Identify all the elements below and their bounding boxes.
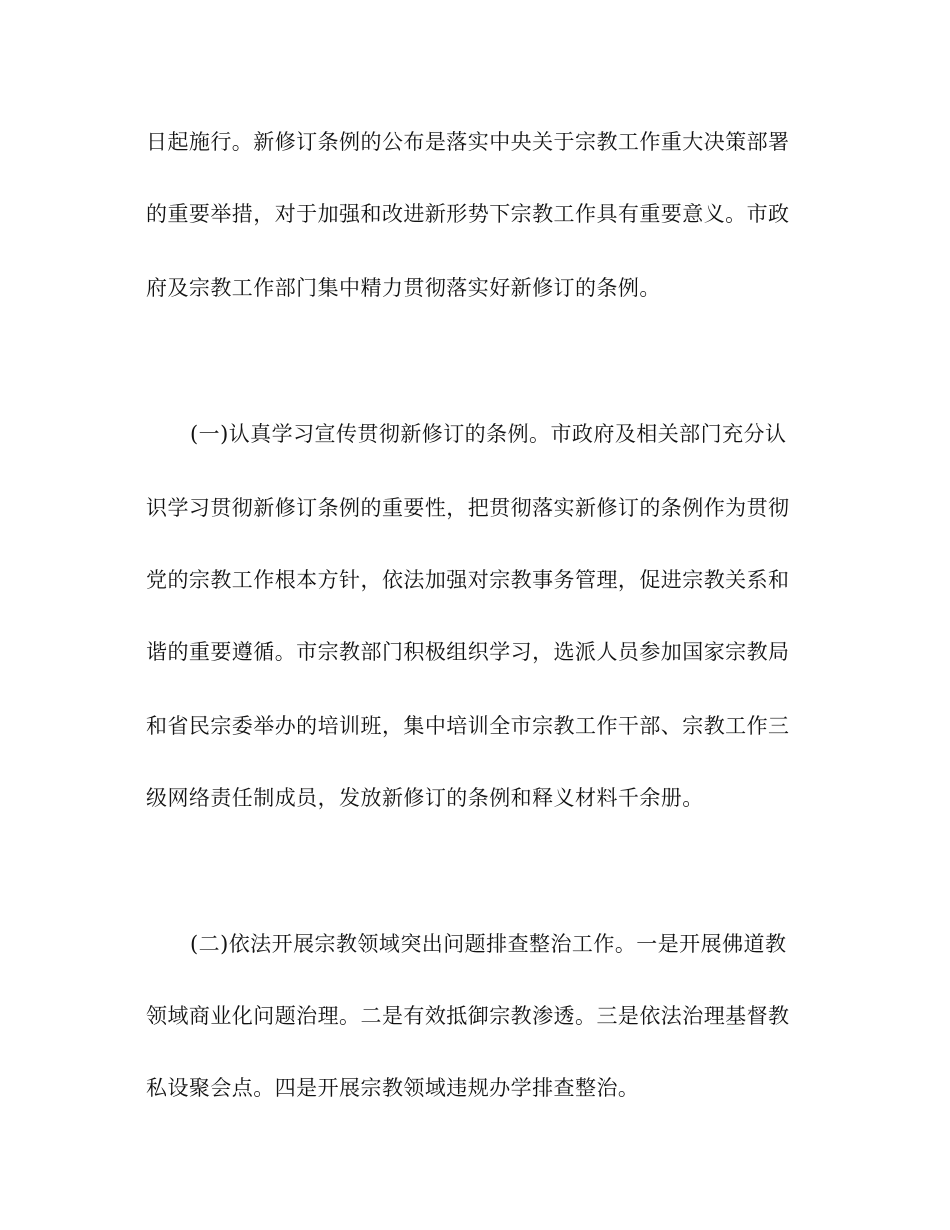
text-line: 领域商业化问题治理。二是有效抵御宗教渗透。三是依法治理基督教 xyxy=(146,1004,790,1028)
text-line: (一)认真学习宣传贯彻新修订的条例。市政府及相关部门充分认 xyxy=(190,422,787,446)
text-line: 级网络责任制成员，发放新修订的条例和释义材料千余册。 xyxy=(146,786,704,810)
text-line: (二)依法开展宗教领域突出问题排查整治工作。一是开展佛道教 xyxy=(190,932,787,956)
text-line: 私设聚会点。四是开展宗教领域违规办学排查整治。 xyxy=(146,1076,640,1100)
text-line: 和省民宗委举办的培训班，集中培训全市宗教工作干部、宗教工作三 xyxy=(146,714,790,738)
text-line: 的重要举措，对于加强和改进新形势下宗教工作具有重要意义。市政 xyxy=(146,202,790,226)
text-line: 识学习贯彻新修订条例的重要性，把贯彻落实新修订的条例作为贯彻 xyxy=(146,496,790,520)
text-line: 谐的重要遵循。市宗教部门积极组织学习，选派人员参加国家宗教局 xyxy=(146,640,790,664)
text-line: 日起施行。新修订条例的公布是落实中央关于宗教工作重大决策部署 xyxy=(146,130,790,154)
text-line: 府及宗教工作部门集中精力贯彻落实好新修订的条例。 xyxy=(146,276,661,300)
text-line: 党的宗教工作根本方针，依法加强对宗教事务管理，促进宗教关系和 xyxy=(146,568,790,592)
